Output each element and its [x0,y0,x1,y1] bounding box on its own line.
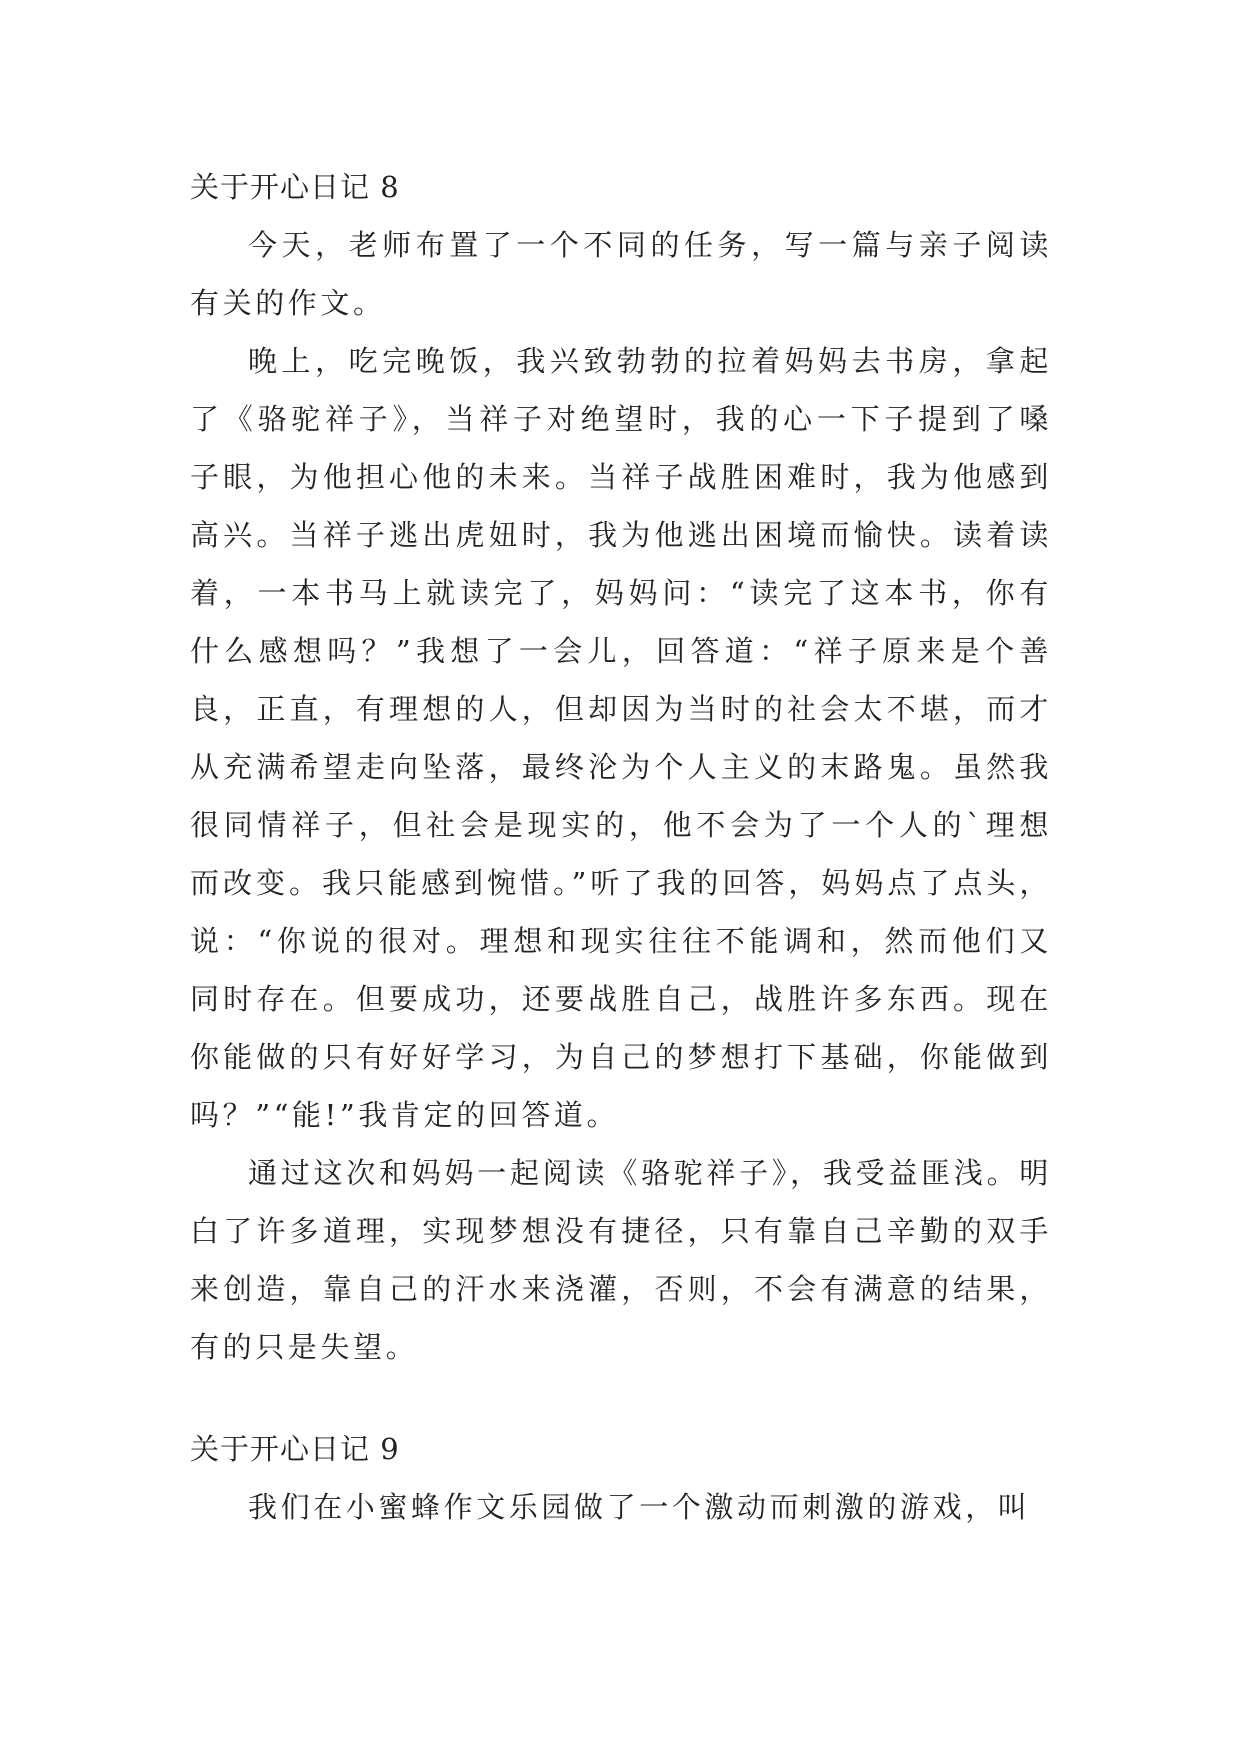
document-body [190,158,1052,1536]
entry-title: 关于开心日记 9 [190,1432,400,1466]
paragraph: 我们在小蜜蜂作文乐园做了一个激动而刺激的游戏，叫 [248,1490,1031,1524]
diary-entry-8 [190,158,1052,1376]
diary-entry-9 [190,1420,1052,1536]
paragraph: 晚上，吃完晚饭，我兴致勃勃的拉着妈妈去书房，拿起了《骆驼祥子》，当祥子对绝望时，我的心一下子提到了嗓子眼，为他担心他的未来。当祥子战胜困难时，我为他感到高兴。当祥子逃出虎妞时，我为他逃出困境而愉快。读着读着，一本书马上就读完了，妈妈问：“读完了这本书，你有什么感想吗？”我想了一会儿，回答道：“祥子原来是个善良，正直，有理想的人，但却因为当时的社会太不堪，而才从充满希望走向坠落，最终沦为个人主义的末路鬼。虽然我很同情祥子，但社会是现实的，他不会为了一个人的`理想而改变。我只能感到惋惜。”听了我的回答，妈妈点了点头，说：“你说的很对。理想和现实往往不能调和，然而他们又同时存在。但要成功，还要战胜自己，战胜许多东西。现在你能做的只有好好学习，为自己的梦想打下基础，你能做到吗？”“能!”我肯定的回答道。 [190,344,1052,1132]
paragraph: 今天，老师布置了一个不同的任务，写一篇与亲子阅读有关的作文。 [190,228,1052,320]
entry-title: 关于开心日记 8 [190,170,400,204]
section-spacer [190,1376,1052,1420]
paragraph: 通过这次和妈妈一起阅读《骆驼祥子》，我受益匪浅。明白了许多道理，实现梦想没有捷径，只有靠自己辛勤的双手来创造，靠自己的汗水来浇灌，否则，不会有满意的结果，有的只是失望。 [190,1156,1052,1364]
